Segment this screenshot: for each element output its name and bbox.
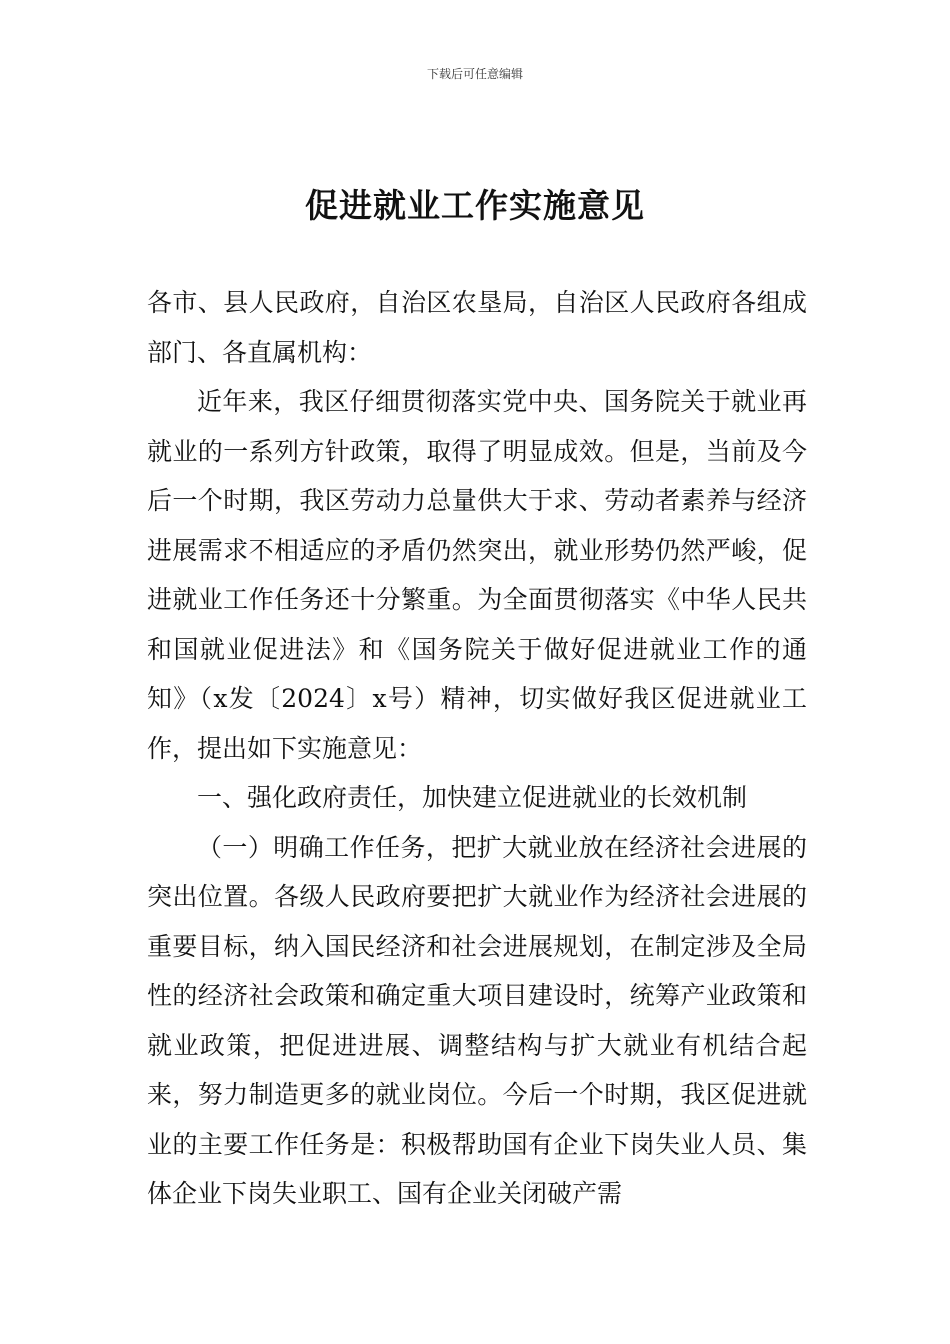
document-title: 促进就业工作实施意见	[305, 186, 645, 225]
section-heading-1: 一、强化政府责任，加快建立促进就业的长效机制	[197, 783, 748, 812]
salutation: 各市、县人民政府，自治区农垦局，自治区人民政府各组成部门、各直属机构：	[147, 288, 807, 367]
document-body	[147, 278, 807, 1219]
paragraph-intro: 近年来，我区仔细贯彻落实党中央、国务院关于就业再就业的一系列方针政策，取得了明显成效。但是，当前及今后一个时期，我区劳动力总量供大于求、劳动者素养与经济进展需求不相适应的矛盾仍然突出，就业形势仍然严峻，促进就业工作任务还十分繁重。为全面贯彻落实《中华人民共和国就业促进法》和《国务院关于做好促进就业工作的通知》（x发〔2024〕x号）精神，切实做好我区促进就业工作，提出如下实施意见：	[147, 387, 807, 763]
paragraph-1-1: （一）明确工作任务，把扩大就业放在经济社会进展的突出位置。各级人民政府要把扩大就业作为经济社会进展的重要目标，纳入国民经济和社会进展规划，在制定涉及全局性的经济社会政策和确定重大项目建设时，统筹产业政策和就业政策，把促进进展、调整结构与扩大就业有机结合起来，努力制造更多的就业岗位。今后一个时期，我区促进就业的主要工作任务是：积极帮助国有企业下岗失业人员、集体企业下岗失业职工、国有企业关闭破产需	[147, 832, 807, 1208]
header-note: 下载后可任意编辑	[426, 67, 523, 81]
